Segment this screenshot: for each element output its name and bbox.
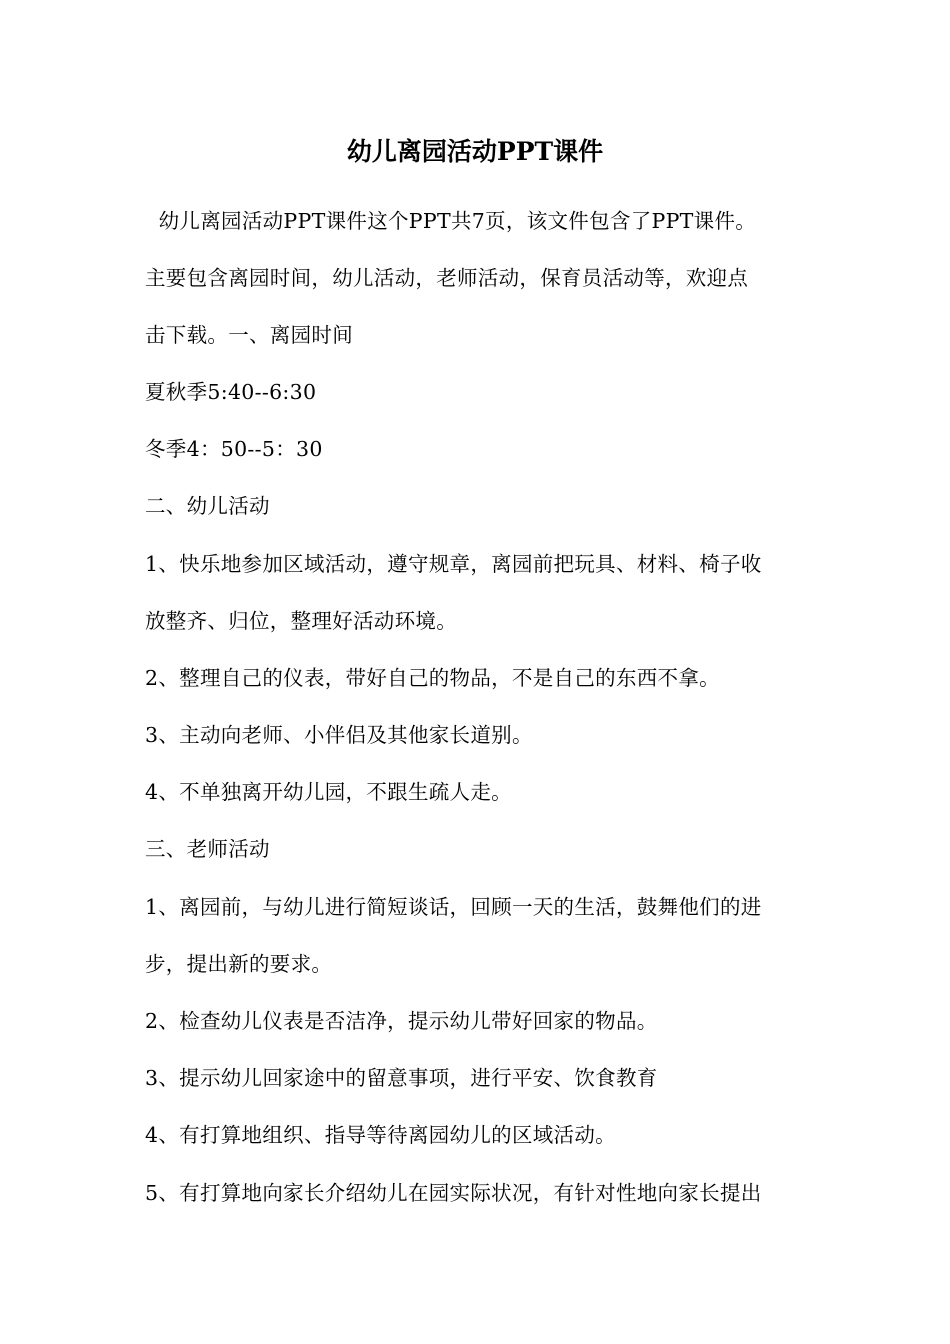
paragraph-line: 幼儿离园活动PPT课件这个PPT共7页，该文件包含了PPT课件。 <box>145 209 757 233</box>
paragraph-line: 4、有打算地组织、指导等待离园幼儿的区域活动。 <box>145 1123 616 1147</box>
paragraph-line: 放整齐、归位，整理好活动环境。 <box>145 609 457 633</box>
paragraph-line: 步，提出新的要求。 <box>145 952 333 976</box>
paragraph-line: 1、离园前，与幼儿进行简短谈话，回顾一天的生活，鼓舞他们的进 <box>145 895 762 919</box>
paragraph-line: 1、快乐地参加区域活动，遵守规章，离园前把玩具、材料、椅子收 <box>145 552 762 576</box>
paragraph-line: 主要包含离园时间，幼儿活动，老师活动，保育员活动等，欢迎点 <box>145 266 749 290</box>
paragraph-line: 2、整理自己的仪表，带好自己的物品，不是自己的东西不拿。 <box>145 666 720 690</box>
section-heading: 二、幼儿活动 <box>145 494 270 518</box>
paragraph-line: 4、不单独离开幼儿园，不跟生疏人走。 <box>145 780 512 804</box>
paragraph-line: 2、检查幼儿仪表是否洁净，提示幼儿带好回家的物品。 <box>145 1009 658 1033</box>
document-title: 幼儿离园活动PPT课件 <box>346 137 604 166</box>
paragraph-line: 夏秋季5:40--6:30 <box>145 380 317 404</box>
paragraph-line: 击下载。一、离园时间 <box>145 323 353 347</box>
paragraph-line: 冬季4：50--5：30 <box>145 437 323 461</box>
paragraph-line: 5、有打算地向家长介绍幼儿在园实际状况，有针对性地向家长提出 <box>145 1181 762 1205</box>
section-heading: 三、老师活动 <box>145 837 270 861</box>
paragraph-line: 3、主动向老师、小伴侣及其他家长道别。 <box>145 723 533 747</box>
paragraph-line: 3、提示幼儿回家途中的留意事项，进行平安、饮食教育 <box>145 1066 658 1090</box>
